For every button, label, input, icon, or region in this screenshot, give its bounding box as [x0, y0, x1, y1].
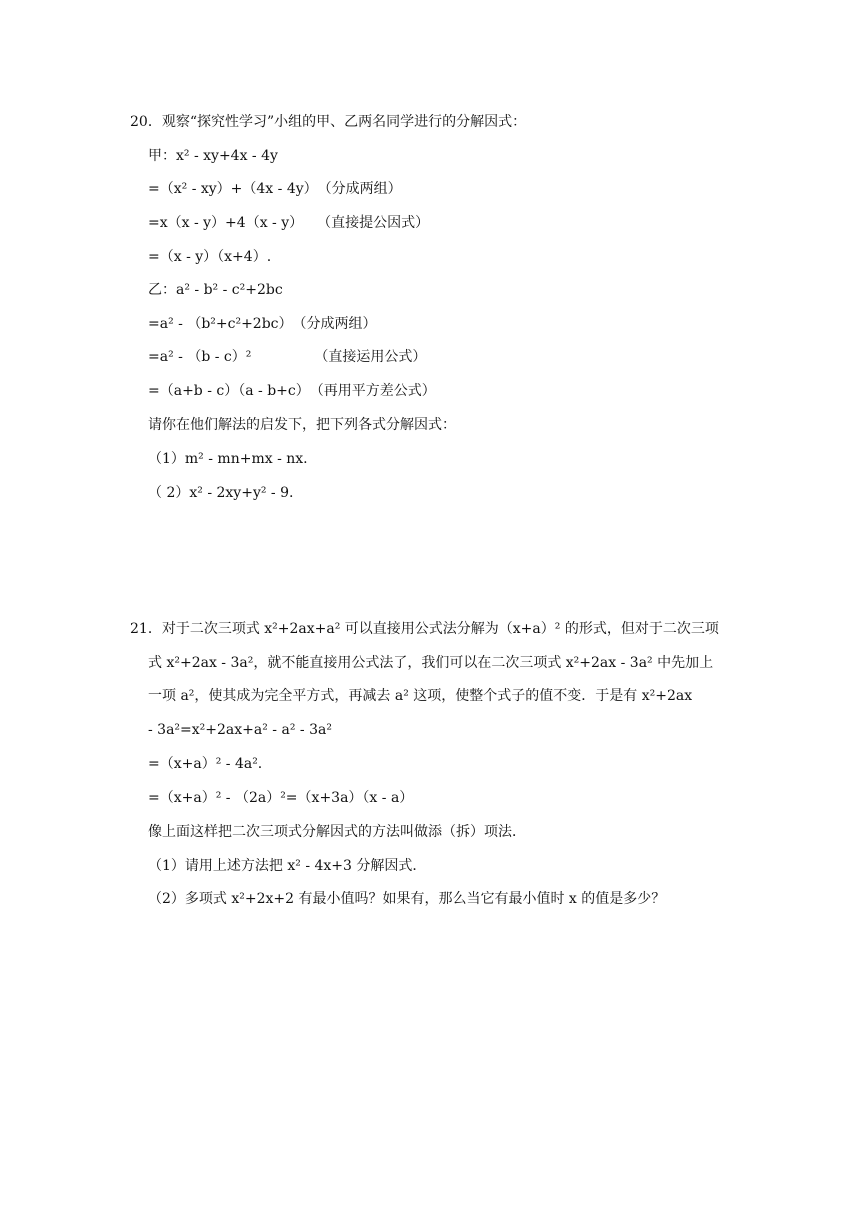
q20-line-1: 20．观察“探究性学习”小组的甲、乙两名同学进行的分解因式： [130, 114, 527, 130]
q21-line-9: （2）多项式 x²+2x+2 有最小值吗？如果有，那么当它有最小值时 x 的值是多少？ [148, 891, 666, 907]
q21-line-3: 一项 a²，使其成为完全平方式，再减去 a² 这项，使整个式子的值不变．于是有 x²+2ax [148, 688, 693, 704]
q20-line-10: 请你在他们解法的启发下，把下列各式分解因式： [148, 417, 456, 433]
q20-line-4: =x（x - y）+4（x - y） （直接提公因式） [148, 215, 430, 231]
q20-line-7: =a² - （b²+c²+2bc） （分成两组） [148, 316, 377, 332]
q21-line-2: 式 x²+2ax - 3a²，就不能直接用公式法了，我们可以在二次三项式 x²+2ax - 3a² 中先加上 [148, 655, 714, 671]
q20-line-3: =（x² - xy）+（4x - 4y） （分成两组） [148, 181, 402, 197]
q21-line-5: =（x+a）² - 4a². [148, 756, 263, 772]
q21-line-8: （1）请用上述方法把 x² - 4x+3 分解因式． [148, 858, 427, 874]
q21-line-6: =（x+a）² - （2a）²=（x+3a）（x - a） [148, 790, 414, 806]
q21-line-4: - 3a²=x²+2ax+a² - a² - 3a² [148, 722, 332, 738]
q20-line-5: =（x - y）（x+4）. [148, 249, 272, 265]
q20-line-6: 乙：a² - b² - c²+2bc [148, 282, 283, 298]
q20-line-11: （1）m² - mn+mx - nx. [148, 451, 308, 467]
q20-line-8: =a² - （b - c）² （直接运用公式） [148, 349, 427, 365]
q21-line-7: 像上面这样把二次三项式分解因式的方法叫做添（拆）项法． [148, 824, 526, 840]
q21-line-1: 21．对于二次三项式 x²+2ax+a² 可以直接用公式法分解为（x+a）² 的形式，但对于二次三项 [130, 621, 719, 637]
q20-line-9: =（a+b - c）（a - b+c） （再用平方差公式） [148, 383, 436, 399]
q20-line-12: （ 2）x² - 2xy+y² - 9. [148, 485, 294, 501]
q20-line-2: 甲：x² - xy+4x - 4y [148, 148, 278, 164]
